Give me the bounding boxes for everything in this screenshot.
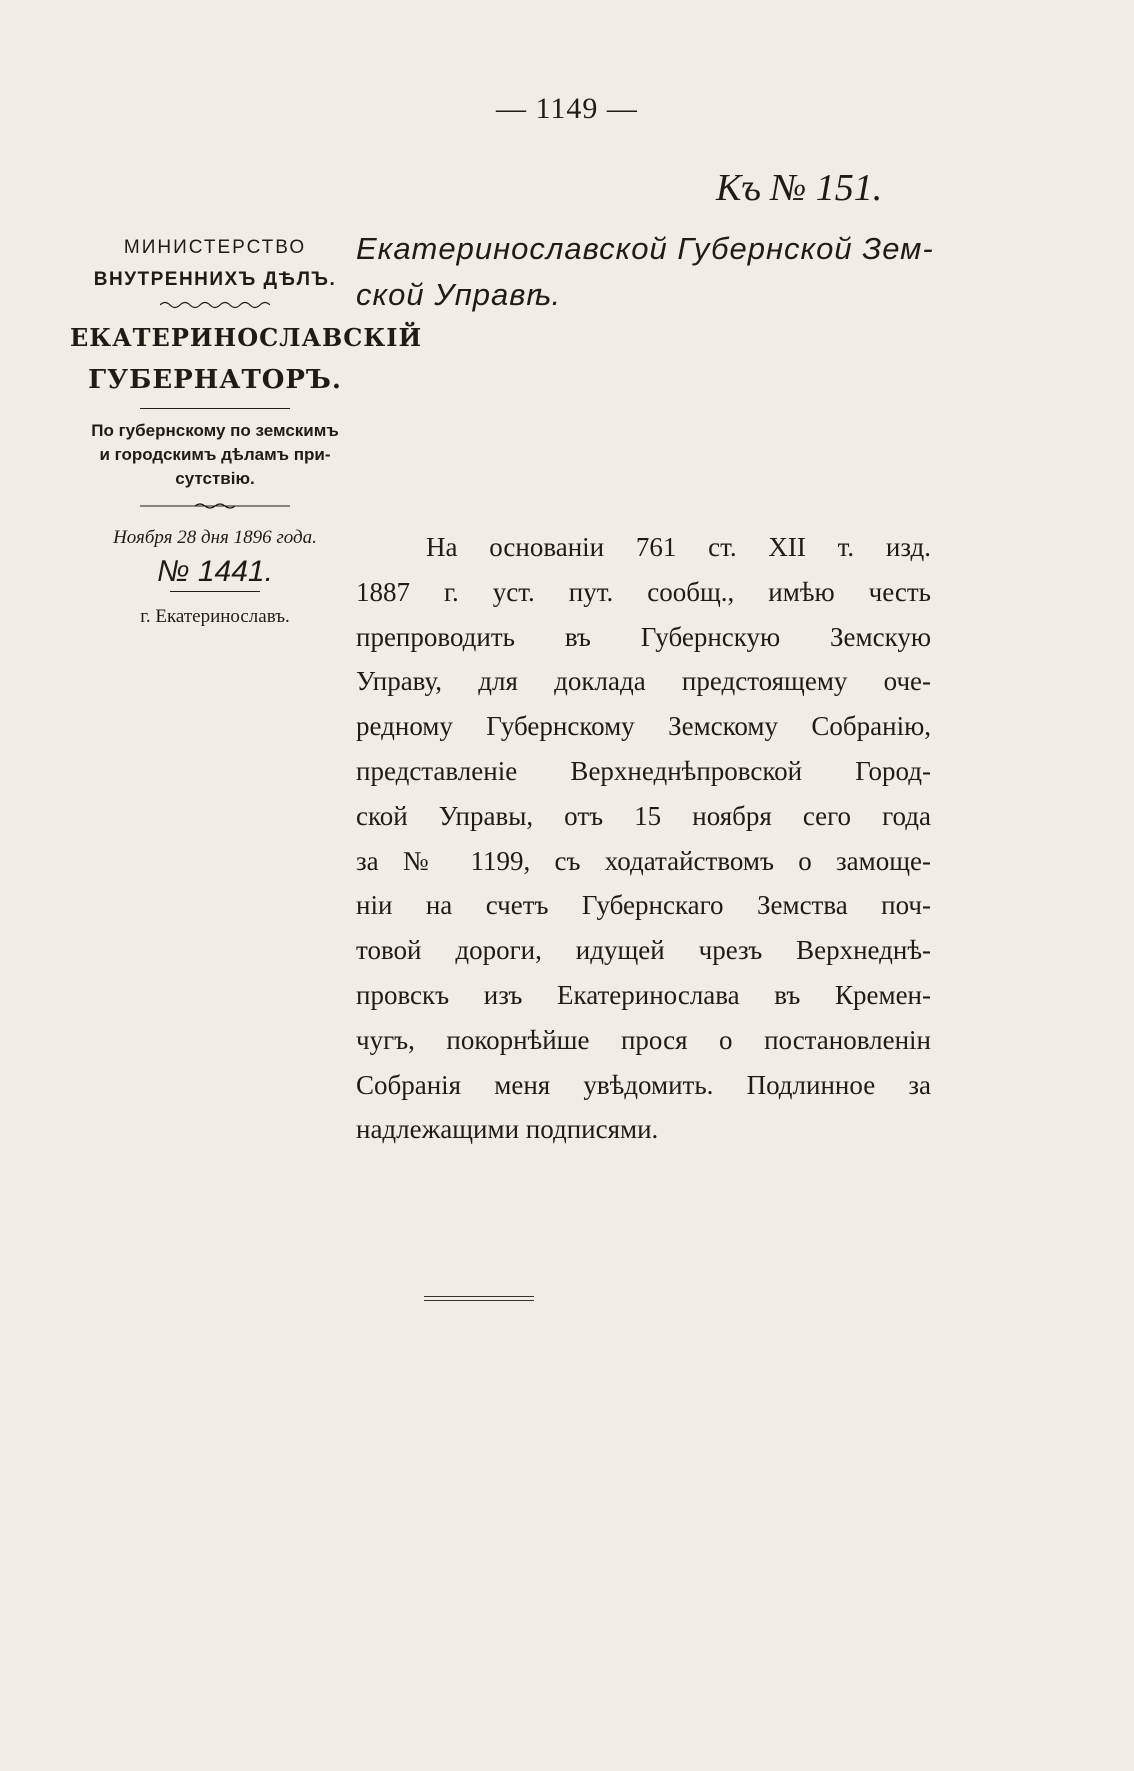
body-line: ніи на счетъ Губернскаго Земства поч-	[356, 890, 931, 921]
end-rule	[424, 1296, 534, 1301]
body-line: товой дороги, идущей чрезъ Верхнеднѣ-	[356, 935, 931, 966]
body-line: Управу, для доклада предстоящему оче-	[356, 666, 931, 697]
body-line: провскъ изъ Екатеринослава въ Кремен-	[356, 979, 931, 1010]
ministry-line-2: ВНУТРЕННИХЪ ДѢЛЪ.	[93, 269, 337, 290]
body-line: чугъ, покорнѣйше прося о постановленін	[356, 1024, 931, 1055]
divider-rule	[140, 408, 290, 409]
body-line: препроводить въ Губернскую Земскую	[356, 621, 931, 652]
body-line: представленіе Верхнеднѣпровской Город-	[356, 755, 931, 786]
department-line-3: сутствію.	[175, 469, 255, 488]
department-line-1: По губернскому по земскимъ	[91, 421, 339, 440]
letter-number: № 1441.	[157, 555, 273, 588]
ornament-squiggle	[160, 300, 270, 310]
number-underline	[170, 591, 260, 592]
letter-body	[356, 525, 931, 1152]
letterhead	[70, 232, 423, 628]
body-line: ской Управы, отъ 15 ноября сего года	[356, 800, 931, 831]
body-line: за № 1199, съ ходатайствомъ о замоще-	[356, 845, 931, 876]
body-line: редному Губернскому Земскому Собранію,	[356, 711, 931, 742]
governor-line-2: ГУБЕРНАТОРЪ.	[88, 365, 342, 395]
body-line: Собранія меня увѣдомить. Подлинное за	[356, 1069, 931, 1100]
body-line: надлежащими подписями.	[356, 1114, 659, 1145]
page-number: — 1149 —	[496, 92, 638, 125]
body-line: 1887 г. уст. пут. сообщ., имѣю честь	[356, 576, 931, 607]
department-line-2: и городскимъ дѣламъ при-	[99, 445, 331, 464]
body-line: На основаніи 761 ст. XII т. изд.	[426, 532, 931, 562]
letter-date: Ноября 28 дня 1896 года.	[113, 527, 317, 548]
addressee	[356, 226, 936, 318]
ministry-line-1: МИНИСТЕРСТВО	[123, 237, 307, 258]
city-name: г. Екатеринославъ.	[140, 606, 290, 627]
addressee-line-1: Екатеринославской Губернской Зем-	[356, 231, 934, 266]
governor-line-1: ЕКАТЕРИНОСЛАВСКІЙ	[70, 323, 423, 352]
addressee-line-2: ской Управѣ.	[356, 277, 562, 312]
ornament-rule	[140, 501, 290, 511]
reference-number: Къ № 151.	[716, 167, 883, 209]
